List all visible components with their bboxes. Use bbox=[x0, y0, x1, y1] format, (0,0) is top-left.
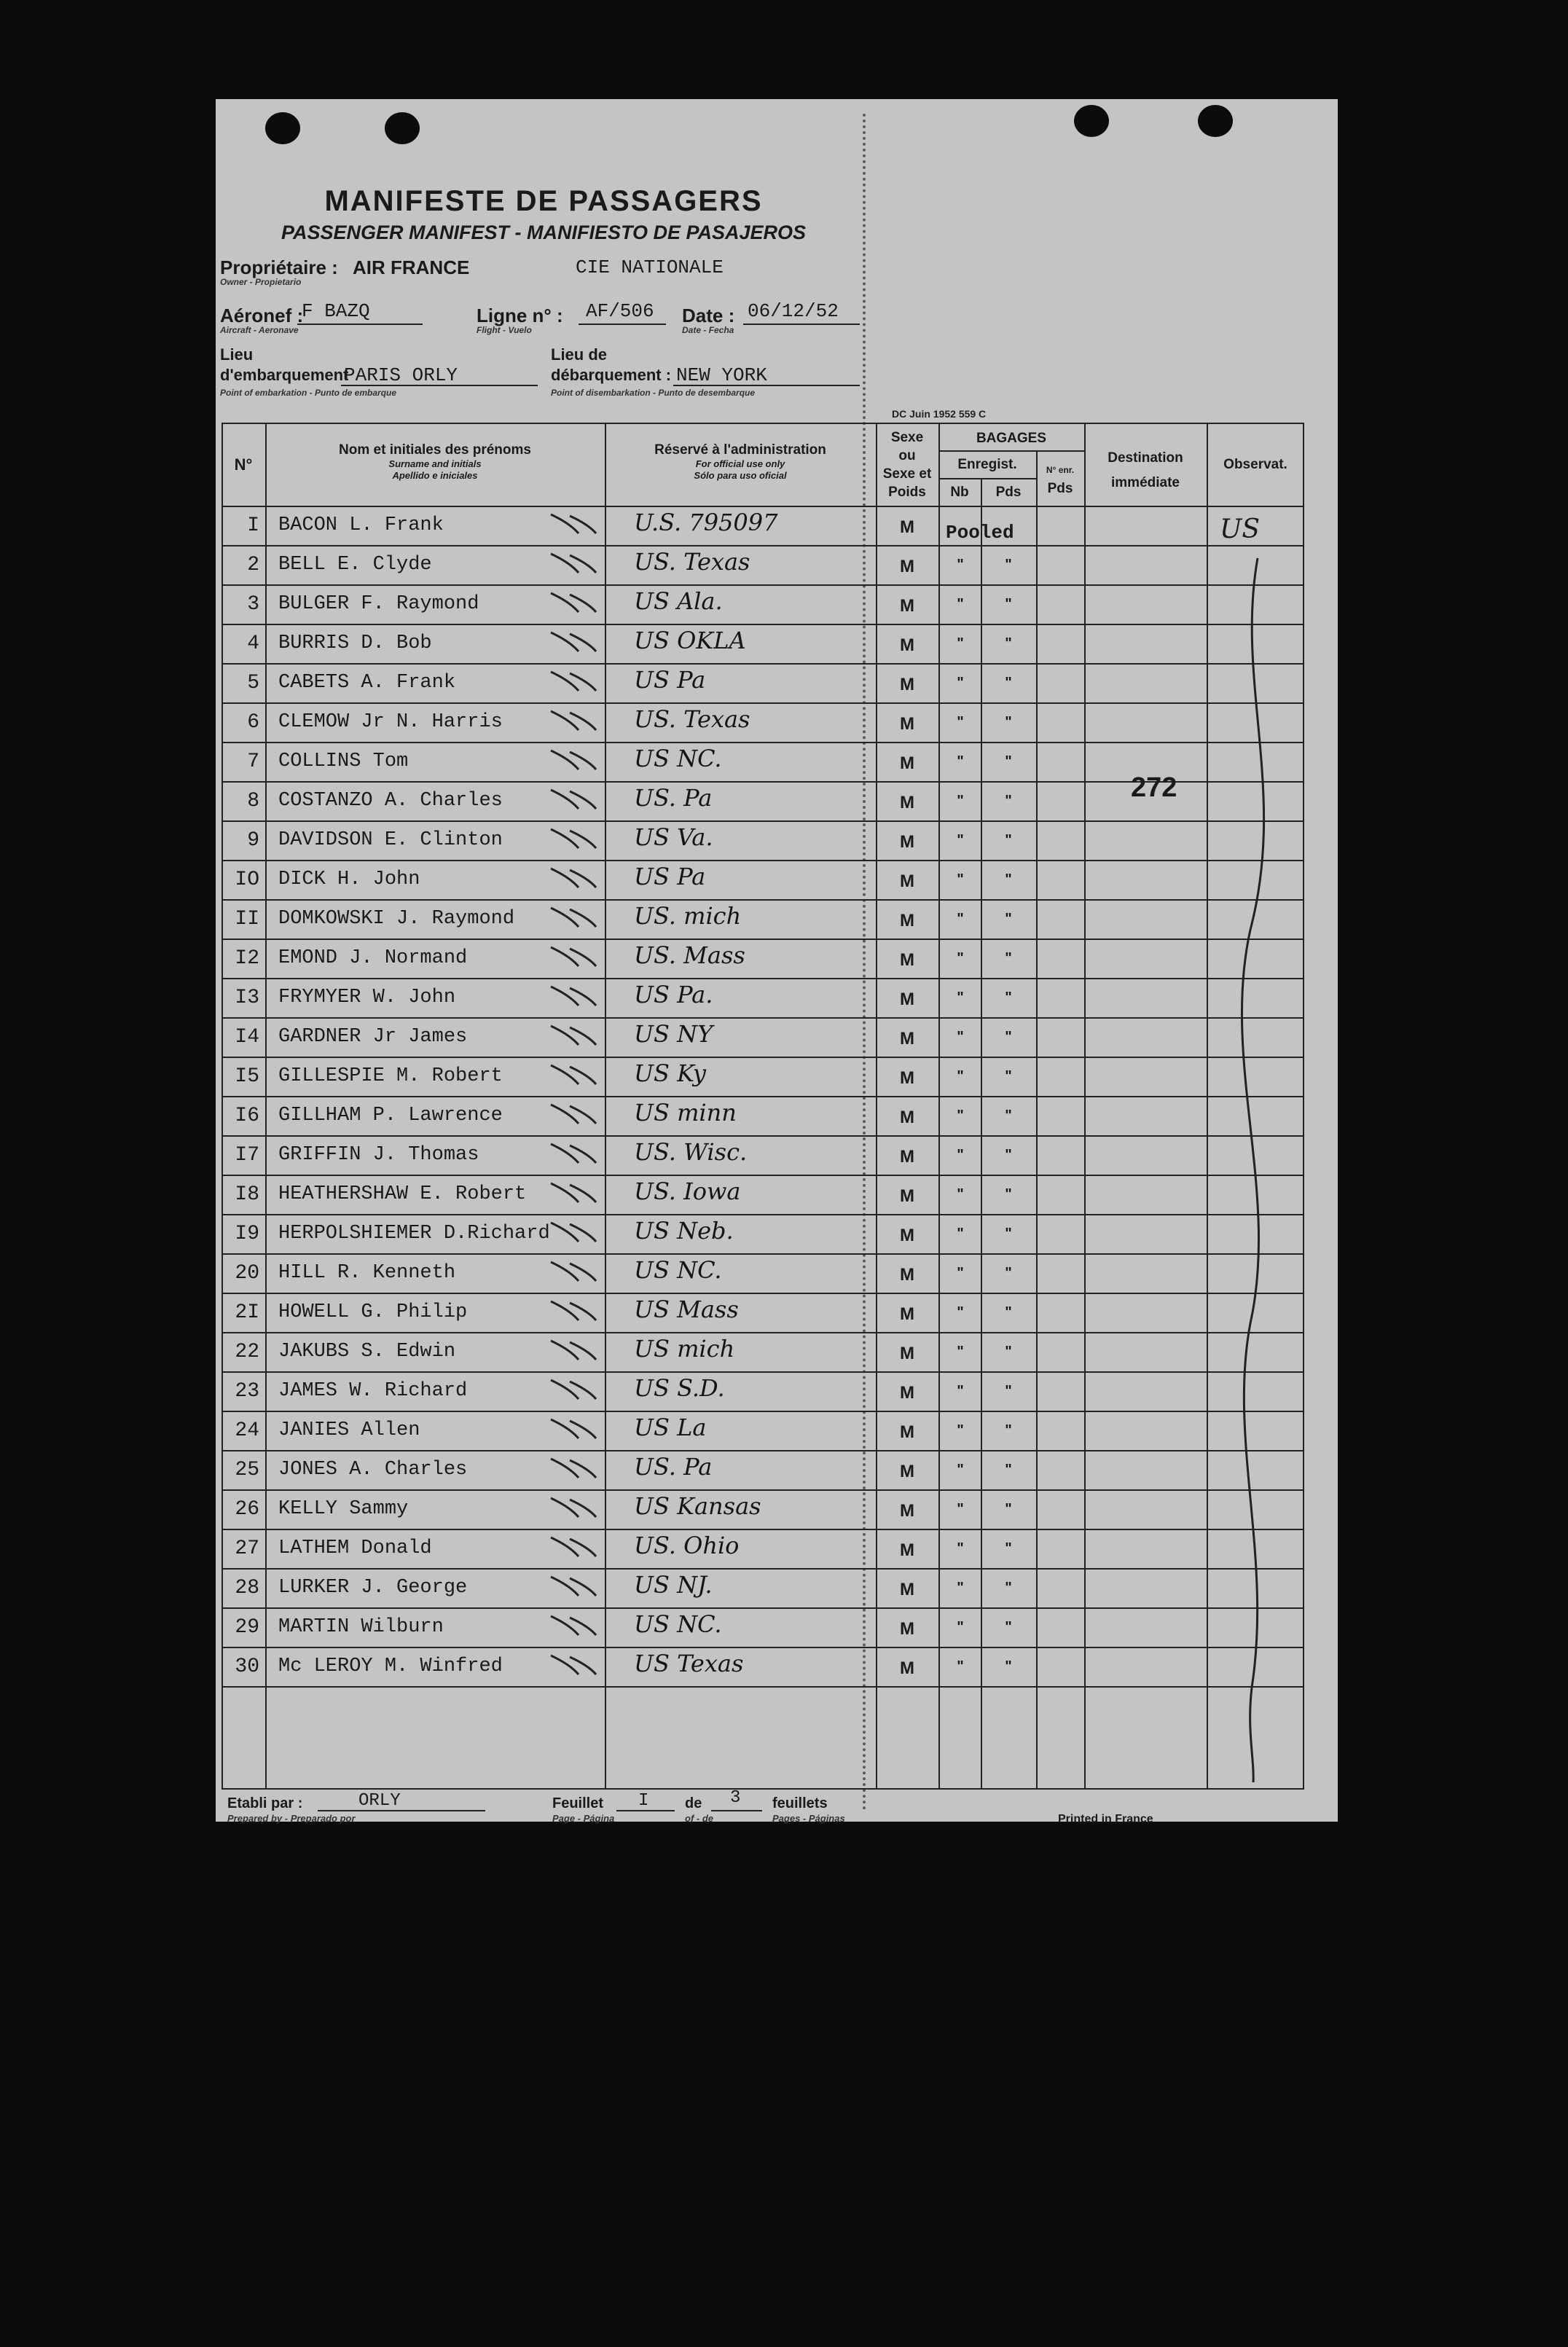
line-value: AF/506 bbox=[586, 300, 654, 322]
tally-check-mark bbox=[548, 590, 606, 615]
baggage-weight: " bbox=[1005, 714, 1012, 730]
baggage-weight: " bbox=[1005, 1344, 1012, 1360]
form-code: DC Juin 1952 559 C bbox=[892, 408, 987, 420]
col-header-name-sub1: Surname and initials bbox=[388, 458, 482, 469]
tally-check-mark bbox=[548, 1102, 606, 1127]
baggage-weight: " bbox=[1005, 1304, 1012, 1320]
baggage-weight: " bbox=[1005, 596, 1012, 612]
passenger-name: BULGER F. Raymond bbox=[278, 593, 479, 615]
baggage-weight: " bbox=[1005, 1540, 1012, 1556]
registered-rule bbox=[938, 478, 1036, 479]
passenger-number: 9 bbox=[247, 829, 259, 852]
passenger-name: DOMKOWSKI J. Raymond bbox=[278, 908, 515, 930]
passenger-sex: M bbox=[900, 635, 914, 655]
passenger-name: BELL E. Clyde bbox=[278, 554, 432, 576]
passenger-number: 24 bbox=[235, 1419, 259, 1442]
date-value: 06/12/52 bbox=[748, 300, 839, 322]
baggage-weight: " bbox=[1005, 1658, 1012, 1674]
passenger-name: COLLINS Tom bbox=[278, 751, 409, 772]
aircraft-value: F BAZQ bbox=[302, 300, 370, 322]
date-label: Date : bbox=[682, 305, 735, 326]
admin-entry: US Pa. bbox=[634, 981, 713, 1008]
tally-check-mark bbox=[548, 630, 606, 654]
passenger-name: BURRIS D. Bob bbox=[278, 632, 432, 654]
col-header-admin-sub1: For official use only bbox=[695, 458, 785, 469]
passenger-name: JAMES W. Richard bbox=[278, 1380, 468, 1402]
tally-check-mark bbox=[548, 1495, 606, 1520]
baggage-count: " bbox=[957, 714, 964, 730]
disembark-underline bbox=[673, 385, 860, 386]
baggage-weight: " bbox=[1005, 557, 1012, 573]
admin-entry: US S.D. bbox=[634, 1374, 725, 1402]
tally-check-mark bbox=[548, 905, 606, 930]
passenger-name: CLEMOW Jr N. Harris bbox=[278, 711, 503, 733]
passenger-sex: M bbox=[900, 1580, 914, 1599]
passenger-number: 2I bbox=[235, 1301, 259, 1324]
passenger-sex: M bbox=[900, 1265, 914, 1285]
baggage-weight: " bbox=[1005, 675, 1012, 691]
manifest-sheet bbox=[216, 99, 1338, 1825]
tally-check-mark bbox=[548, 1456, 606, 1481]
passenger-number: 30 bbox=[235, 1656, 259, 1678]
passenger-name: GILLESPIE M. Robert bbox=[278, 1065, 503, 1087]
passenger-name: KELLY Sammy bbox=[278, 1498, 409, 1520]
of-value: 3 bbox=[730, 1788, 741, 1808]
col-header-name-sub2: Apellido e iniciales bbox=[392, 470, 478, 481]
pages-sub: Pages - Páginas bbox=[772, 1813, 845, 1824]
baggage-weight: " bbox=[1005, 1501, 1012, 1517]
baggage-count: " bbox=[957, 1265, 964, 1281]
passenger-name: HILL R. Kenneth bbox=[278, 1262, 456, 1284]
passenger-name: HERPOLSHIEMER D.Richard bbox=[278, 1223, 550, 1245]
of-label: de bbox=[685, 1795, 702, 1811]
baggage-weight: " bbox=[1005, 1226, 1012, 1242]
baggage-weight: " bbox=[1005, 1619, 1012, 1635]
printed-in-france: Printed in France bbox=[1058, 1813, 1153, 1825]
baggage-count: " bbox=[957, 1029, 964, 1045]
passenger-number: 29 bbox=[235, 1616, 259, 1639]
punch-hole bbox=[265, 112, 300, 144]
passenger-name: LATHEM Donald bbox=[278, 1537, 432, 1559]
passenger-name: DICK H. John bbox=[278, 869, 420, 890]
baggage-count: " bbox=[957, 1147, 964, 1163]
passenger-sex: M bbox=[900, 1383, 914, 1403]
baggage-weight: " bbox=[1005, 1108, 1012, 1124]
col-header-sex-3: Sexe et bbox=[882, 466, 932, 482]
passenger-name: FRYMYER W. John bbox=[278, 987, 456, 1008]
tally-check-mark bbox=[548, 1377, 606, 1402]
passenger-number: 4 bbox=[247, 632, 259, 655]
admin-entry: US NC. bbox=[634, 745, 722, 772]
admin-entry: US OKLA bbox=[634, 627, 746, 654]
admin-entry: US NC. bbox=[634, 1256, 722, 1284]
passenger-number: 2 bbox=[247, 554, 259, 576]
admin-entry: US. Iowa bbox=[634, 1178, 741, 1205]
baggage-count: " bbox=[957, 1226, 964, 1242]
passenger-sex: M bbox=[900, 950, 914, 970]
passenger-sex: M bbox=[900, 1619, 914, 1639]
passenger-number: 25 bbox=[235, 1459, 259, 1481]
baggage-count: " bbox=[957, 990, 964, 1006]
passenger-number: 5 bbox=[247, 672, 259, 694]
admin-entry: US La bbox=[634, 1414, 707, 1441]
passenger-number: I5 bbox=[235, 1065, 259, 1088]
baggage-weight: " bbox=[1005, 832, 1012, 848]
tally-check-mark bbox=[548, 551, 606, 576]
baggage-weight: " bbox=[1005, 1580, 1012, 1596]
tally-check-mark bbox=[548, 1062, 606, 1087]
passenger-sex: M bbox=[900, 1304, 914, 1324]
baggage-weight: " bbox=[1005, 871, 1012, 888]
owner-sub: Owner - Propietario bbox=[220, 277, 302, 287]
passenger-number: 26 bbox=[235, 1498, 259, 1521]
tally-check-mark bbox=[548, 1574, 606, 1599]
passenger-number: I9 bbox=[235, 1223, 259, 1245]
tally-check-mark bbox=[548, 512, 606, 536]
baggage-weight: " bbox=[1005, 1265, 1012, 1281]
date-underline bbox=[743, 324, 860, 325]
disembark-sub: Point of disembarkation - Punto de desembarque bbox=[551, 388, 756, 398]
passenger-name: Mc LEROY M. Winfred bbox=[278, 1656, 503, 1677]
baggage-weight: " bbox=[1005, 950, 1012, 966]
passenger-number: 23 bbox=[235, 1380, 259, 1403]
baggage-count: " bbox=[957, 793, 964, 809]
tally-check-mark bbox=[548, 1023, 606, 1048]
baggage-count: " bbox=[957, 596, 964, 612]
passenger-number: I6 bbox=[235, 1105, 259, 1127]
embark-value: PARIS ORLY bbox=[344, 364, 458, 386]
passenger-sex: M bbox=[900, 1540, 914, 1560]
col-header-admin-label: Réservé à l'administration bbox=[654, 442, 826, 458]
of-underline bbox=[711, 1810, 762, 1811]
passenger-sex: M bbox=[900, 596, 914, 616]
col-header-destination bbox=[1084, 446, 1207, 495]
admin-entry: US. mich bbox=[634, 902, 742, 930]
col-header-name bbox=[265, 442, 605, 482]
admin-entry: US Kansas bbox=[634, 1492, 761, 1520]
passenger-name: CABETS A. Frank bbox=[278, 672, 456, 694]
baggage-rule bbox=[938, 450, 1084, 452]
passenger-number: 8 bbox=[247, 790, 259, 812]
admin-entry: US NY bbox=[634, 1020, 713, 1048]
passenger-number: I bbox=[247, 514, 259, 537]
col-header-name-label: Nom et initiales des prénoms bbox=[339, 442, 531, 458]
col-header-unreg-2: Pds bbox=[1047, 481, 1073, 496]
aircraft-sub: Aircraft - Aeronave bbox=[220, 325, 299, 335]
owner-value: AIR FRANCE bbox=[353, 256, 470, 278]
passenger-name: BACON L. Frank bbox=[278, 514, 444, 536]
baggage-weight: " bbox=[1005, 1029, 1012, 1045]
admin-entry: US mich bbox=[634, 1335, 735, 1363]
col-header-sex bbox=[876, 428, 938, 501]
col-header-observations: Observat. bbox=[1223, 457, 1287, 472]
baggage-count: " bbox=[957, 1540, 964, 1556]
admin-entry: US. Wisc. bbox=[634, 1138, 748, 1166]
tally-check-mark bbox=[548, 1220, 606, 1245]
admin-entry: US Pa bbox=[634, 863, 706, 890]
sheet-value: I bbox=[638, 1791, 649, 1811]
tally-check-mark bbox=[548, 984, 606, 1008]
admin-entry: US Mass bbox=[634, 1296, 739, 1323]
admin-entry: US Pa bbox=[634, 666, 706, 694]
baggage-count: " bbox=[957, 911, 964, 927]
baggage-count: " bbox=[957, 1619, 964, 1635]
admin-entry: US. Pa bbox=[634, 784, 713, 812]
passenger-name: DAVIDSON E. Clinton bbox=[278, 829, 503, 851]
passenger-number: 7 bbox=[247, 751, 259, 773]
row-rule bbox=[222, 1686, 1304, 1688]
baggage-count: " bbox=[957, 675, 964, 691]
passenger-sex: M bbox=[900, 832, 914, 852]
passenger-number: IO bbox=[235, 869, 259, 891]
passenger-name: JAKUBS S. Edwin bbox=[278, 1341, 456, 1363]
passenger-name: HOWELL G. Philip bbox=[278, 1301, 468, 1323]
admin-entry: US Neb. bbox=[634, 1217, 734, 1245]
baggage-count: " bbox=[957, 753, 964, 769]
baggage-count: " bbox=[957, 1501, 964, 1517]
baggage-weight: " bbox=[1005, 1186, 1012, 1202]
passenger-number: 3 bbox=[247, 593, 259, 616]
passenger-number: 28 bbox=[235, 1577, 259, 1599]
baggage-weight: " bbox=[1005, 1147, 1012, 1163]
disembark-label-1: Lieu de bbox=[551, 345, 608, 364]
baggage-pooled-note: Pooled bbox=[946, 522, 1014, 544]
baggage-count: " bbox=[957, 1344, 964, 1360]
col-header-admin-sub2: Sólo para uso oficial bbox=[694, 470, 787, 481]
sheet-sub: Page - Página bbox=[552, 1813, 615, 1824]
passenger-sex: M bbox=[900, 675, 914, 694]
baggage-count: " bbox=[957, 1462, 964, 1478]
col-header-unregistered bbox=[1036, 461, 1084, 499]
passenger-name: COSTANZO A. Charles bbox=[278, 790, 503, 812]
admin-entry: US. Mass bbox=[634, 941, 745, 969]
embark-label-2: d'embarquement bbox=[220, 366, 349, 384]
col-header-pds: Pds bbox=[995, 485, 1022, 500]
col-header-admin bbox=[605, 442, 876, 482]
passenger-sex: M bbox=[900, 990, 914, 1009]
destination-total: 272 bbox=[1131, 772, 1177, 803]
prepared-by-underline bbox=[318, 1810, 485, 1811]
admin-entry: US minn bbox=[634, 1099, 737, 1127]
passenger-number: I7 bbox=[235, 1144, 259, 1167]
admin-entry: US Ky bbox=[634, 1059, 706, 1087]
prepared-by-value: ORLY bbox=[358, 1791, 401, 1811]
tally-check-mark bbox=[548, 1338, 606, 1363]
tally-check-mark bbox=[548, 1417, 606, 1441]
col-header-dest-1: Destination bbox=[1108, 450, 1183, 466]
passenger-name: JONES A. Charles bbox=[278, 1459, 468, 1481]
admin-entry: US Texas bbox=[634, 1650, 744, 1677]
tally-check-mark bbox=[548, 1653, 606, 1677]
baggage-count: " bbox=[957, 1658, 964, 1674]
col-header-sex-2: ou bbox=[898, 448, 916, 463]
baggage-weight: " bbox=[1005, 1462, 1012, 1478]
passenger-number: I3 bbox=[235, 987, 259, 1009]
manifest-subtitle: PASSENGER MANIFEST - MANIFIESTO DE PASAJEROS bbox=[281, 222, 807, 243]
embark-underline bbox=[341, 385, 538, 386]
baggage-count: " bbox=[957, 1422, 964, 1438]
baggage-weight: " bbox=[1005, 1422, 1012, 1438]
punch-hole bbox=[385, 112, 420, 144]
passenger-sex: M bbox=[900, 1658, 914, 1678]
passenger-name: GARDNER Jr James bbox=[278, 1026, 468, 1048]
disembark-value: NEW YORK bbox=[676, 364, 767, 386]
punch-hole bbox=[1074, 105, 1109, 137]
col-header-unreg-1: N° enr. bbox=[1046, 465, 1075, 475]
passenger-number: II bbox=[235, 908, 259, 930]
admin-entry: US. Pa bbox=[634, 1453, 713, 1481]
line-sub: Flight - Vuelo bbox=[477, 325, 532, 335]
passenger-sex: M bbox=[900, 557, 914, 576]
baggage-weight: " bbox=[1005, 1383, 1012, 1399]
baggage-weight: " bbox=[1005, 990, 1012, 1006]
admin-entry: US. Ohio bbox=[634, 1532, 740, 1559]
passenger-sex: M bbox=[900, 517, 914, 537]
passenger-number: I4 bbox=[235, 1026, 259, 1049]
tally-check-mark bbox=[548, 826, 606, 851]
tally-check-mark bbox=[548, 1535, 606, 1559]
tally-check-mark bbox=[548, 1259, 606, 1284]
col-header-sex-4: Poids bbox=[888, 485, 926, 500]
embark-sub: Point of embarkation - Punto de embarque bbox=[220, 388, 397, 398]
passenger-sex: M bbox=[900, 753, 914, 773]
baggage-count: " bbox=[957, 1383, 964, 1399]
owner-label: Propriétaire : bbox=[220, 256, 338, 278]
passenger-sex: M bbox=[900, 1147, 914, 1167]
passenger-name: EMOND J. Normand bbox=[278, 947, 468, 969]
passenger-sex: M bbox=[900, 1226, 914, 1245]
baggage-count: " bbox=[957, 557, 964, 573]
col-header-sex-1: Sexe bbox=[890, 430, 924, 445]
passenger-sex: M bbox=[900, 1462, 914, 1481]
col-header-no: N° bbox=[234, 455, 253, 474]
baggage-count: " bbox=[957, 950, 964, 966]
passenger-sex: M bbox=[900, 1501, 914, 1521]
tally-check-mark bbox=[548, 708, 606, 733]
passenger-number: 6 bbox=[247, 711, 259, 734]
sheet-label: Feuillet bbox=[552, 1795, 604, 1811]
sheet-underline bbox=[616, 1810, 675, 1811]
tally-check-mark bbox=[548, 1298, 606, 1323]
passenger-number: 22 bbox=[235, 1341, 259, 1363]
col-header-nb: Nb bbox=[950, 485, 969, 500]
prepared-by-label: Etabli par : bbox=[227, 1795, 303, 1811]
passenger-number: 27 bbox=[235, 1537, 259, 1560]
passenger-sex: M bbox=[900, 793, 914, 812]
line-label: Ligne n° : bbox=[477, 305, 563, 326]
passenger-name: JANIES Allen bbox=[278, 1419, 420, 1441]
tally-check-mark bbox=[548, 787, 606, 812]
passenger-name: HEATHERSHAW E. Robert bbox=[278, 1183, 527, 1205]
passenger-name: MARTIN Wilburn bbox=[278, 1616, 444, 1638]
embark-label-1: Lieu bbox=[220, 345, 254, 364]
col-header-dest-2: immédiate bbox=[1111, 475, 1180, 490]
date-sub: Date - Fecha bbox=[682, 325, 734, 335]
baggage-count: " bbox=[957, 1068, 964, 1084]
line-underline bbox=[579, 324, 666, 325]
tally-check-mark bbox=[548, 866, 606, 890]
tally-check-mark bbox=[548, 669, 606, 694]
tally-check-mark bbox=[548, 748, 606, 772]
disembark-label-2: débarquement : bbox=[551, 366, 672, 384]
observation-note: US bbox=[1220, 514, 1261, 544]
baggage-weight: " bbox=[1005, 793, 1012, 809]
passenger-sex: M bbox=[900, 911, 914, 930]
passenger-sex: M bbox=[900, 871, 914, 891]
baggage-weight: " bbox=[1005, 753, 1012, 769]
passenger-name: LURKER J. George bbox=[278, 1577, 468, 1599]
tally-check-mark bbox=[548, 1141, 606, 1166]
tally-check-mark bbox=[548, 1613, 606, 1638]
passenger-sex: M bbox=[900, 1108, 914, 1127]
col-header-registered: Enregist. bbox=[957, 457, 1017, 472]
admin-entry: US. Texas bbox=[634, 705, 750, 733]
passenger-name: GRIFFIN J. Thomas bbox=[278, 1144, 479, 1166]
pages-label: feuillets bbox=[772, 1795, 828, 1811]
admin-entry: US Ala. bbox=[634, 587, 723, 615]
passenger-sex: M bbox=[900, 1422, 914, 1442]
aircraft-underline bbox=[297, 324, 423, 325]
baggage-count: " bbox=[957, 1186, 964, 1202]
passenger-sex: M bbox=[900, 714, 914, 734]
baggage-weight: " bbox=[1005, 911, 1012, 927]
baggage-count: " bbox=[957, 832, 964, 848]
manifest-title: MANIFESTE DE PASSAGERS bbox=[324, 185, 763, 217]
aircraft-label: Aéronef : bbox=[220, 305, 304, 326]
admin-entry: US Va. bbox=[634, 823, 713, 851]
passenger-number: 20 bbox=[235, 1262, 259, 1285]
passenger-sex: M bbox=[900, 1029, 914, 1049]
punch-hole bbox=[1198, 105, 1233, 137]
prepared-by-sub: Prepared by - Preparado por bbox=[227, 1813, 356, 1824]
of-sub: of - de bbox=[685, 1813, 713, 1824]
admin-entry: U.S. 795097 bbox=[634, 509, 778, 536]
tally-check-mark bbox=[548, 1180, 606, 1205]
passenger-sex: M bbox=[900, 1186, 914, 1206]
passenger-number: I8 bbox=[235, 1183, 259, 1206]
admin-entry: US. Texas bbox=[634, 548, 750, 576]
tally-check-mark bbox=[548, 944, 606, 969]
admin-entry: US NJ. bbox=[634, 1571, 713, 1599]
owner-extra: CIE NATIONALE bbox=[576, 256, 724, 278]
baggage-count: " bbox=[957, 871, 964, 888]
passenger-sex: M bbox=[900, 1068, 914, 1088]
baggage-weight: " bbox=[1005, 1068, 1012, 1084]
admin-entry: US NC. bbox=[634, 1610, 722, 1638]
baggage-count: " bbox=[957, 635, 964, 651]
col-header-baggage: BAGAGES bbox=[976, 431, 1047, 446]
passenger-sex: M bbox=[900, 1344, 914, 1363]
passenger-number: I2 bbox=[235, 947, 259, 970]
baggage-count: " bbox=[957, 1580, 964, 1596]
baggage-count: " bbox=[957, 1108, 964, 1124]
baggage-weight: " bbox=[1005, 635, 1012, 651]
ditto-brace-mark bbox=[1207, 551, 1304, 1790]
passenger-name: GILLHAM P. Lawrence bbox=[278, 1105, 503, 1127]
baggage-count: " bbox=[957, 1304, 964, 1320]
